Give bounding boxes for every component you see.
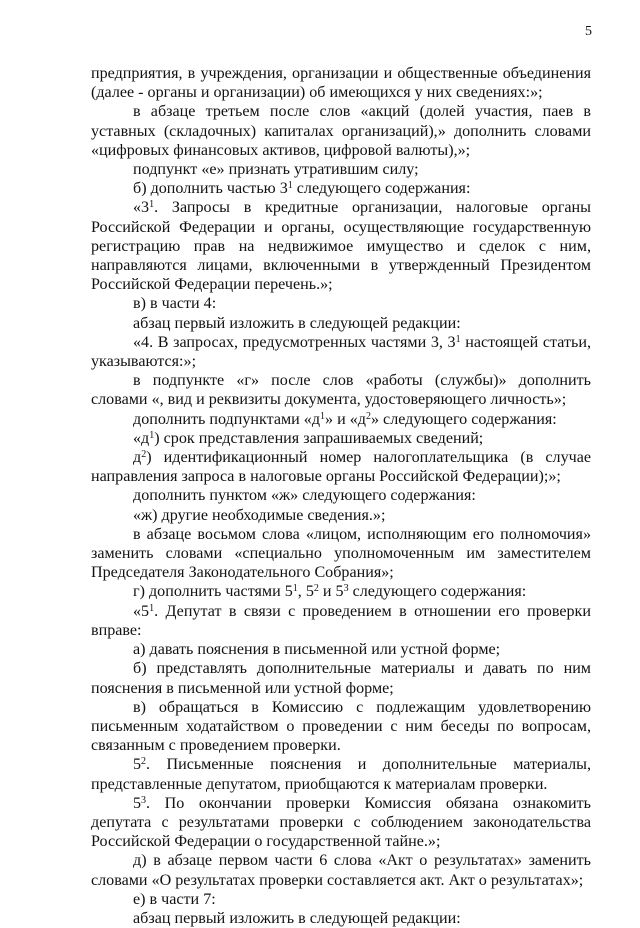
superscript: 3 [343,583,349,595]
paragraph: абзац первый изложить в следующей редакции: [133,314,461,332]
paragraph: а) давать пояснения в письменной или устной форме; [133,641,501,659]
paragraph: «$3^1$. Запросы в кредитные организации, налоговые органы Российской Федерации и органы, осуществляющие государственную регистрацию прав на недвижимое имущество и сделок с ним, направляются лицами, включенными в утвержденный Президентом Российской Федерации перечень.»; [91,199,591,294]
paragraph: $5^3$. По окончании проверки Комиссия обязана ознакомить депутата с результатами проверки с соблюдением законодательства Российской Федерации о государственной тайне.»; [91,794,591,851]
paragraph: б) дополнить частью $3^1$ следующего содержания: [133,180,471,198]
superscript: 1 [287,180,293,192]
paragraph: г) дополнить частями $5^1$, $5^2$ и $5^3$ следующего содержания: [133,583,527,601]
superscript: 2 [141,449,147,461]
paragraph: «$д^1$) срок представления запрашиваемых сведений; [133,429,484,447]
paragraph: б) представлять дополнительные материалы и давать по ним пояснения в письменной или устной форме; [91,660,591,697]
paragraph: в подпункте «г» после слов «работы (службы)» дополнить словами «, вид и реквизиты документа, удостоверяющего личность»; [91,372,591,409]
paragraph: в) в части 4: [133,295,217,313]
superscript: 2 [313,583,319,595]
superscript: 1 [149,199,155,211]
superscript: 1 [149,429,155,441]
paragraph: д) в абзаце первом части 6 слова «Акт о результатах» заменить словами «О результатах проверки составляется акт. Акт о результатах»; [91,852,591,889]
paragraph: «4. В запросах, предусмотренных частями 3, $3^1$ настоящей статьи, указываются:»; [91,333,591,371]
paragraph: в) обращаться в Комиссию с подлежащим удовлетворению письменным ходатайством о проведении с ним беседы по вопросам, связанным с проведением проверки. [91,698,591,755]
paragraph: в абзаце восьмом слова «лицом, исполняющим его полномочия» заменить словами «специально уполномоченным им заместителем Председателя Законодательного Собрания»; [91,525,591,582]
superscript: 3 [141,794,147,806]
paragraph: е) в части 7: [133,890,216,908]
paragraph: $д^2$) идентификационный номер налогоплательщика (в случае направления запроса в налоговые органы Российской Федерации);»; [91,449,591,486]
page-number: 5 [585,24,592,39]
paragraph: абзац первый изложить в следующей редакции: [133,909,461,927]
paragraph: «ж) другие необходимые сведения.»; [133,506,386,524]
superscript: 1 [320,410,326,422]
superscript: 2 [141,756,147,768]
paragraph: дополнить пунктом «ж» следующего содержания: [133,487,476,505]
paragraph: в абзаце третьем после слов «акций (долей участия, паев в уставных (складочных) капиталах организаций),» дополнить словами «цифровых финансовых активов, цифровой валюты),»; [91,103,591,159]
paragraph: предприятия, в учреждения, организации и общественные объединения (далее - органы и организации) об имеющихся у них сведениях:»; [91,65,591,102]
paragraph: дополнить подпунктами «$д^1$» и «$д^2$» следующего содержания: [133,410,557,428]
superscript: 1 [149,602,155,614]
superscript: 2 [365,410,371,422]
superscript: 1 [455,333,461,345]
paragraph: $5^2$. Письменные пояснения и дополнительные материалы, представленные депутатом, приобщаются к материалам проверки. [91,756,591,793]
paragraph: подпункт «е» признать утратившим силу; [133,161,419,179]
paragraph: «$5^1$. Депутат в связи с проведением в отношении его проверки вправе: [91,602,591,639]
document-body [91,64,591,928]
superscript: 1 [292,583,298,595]
